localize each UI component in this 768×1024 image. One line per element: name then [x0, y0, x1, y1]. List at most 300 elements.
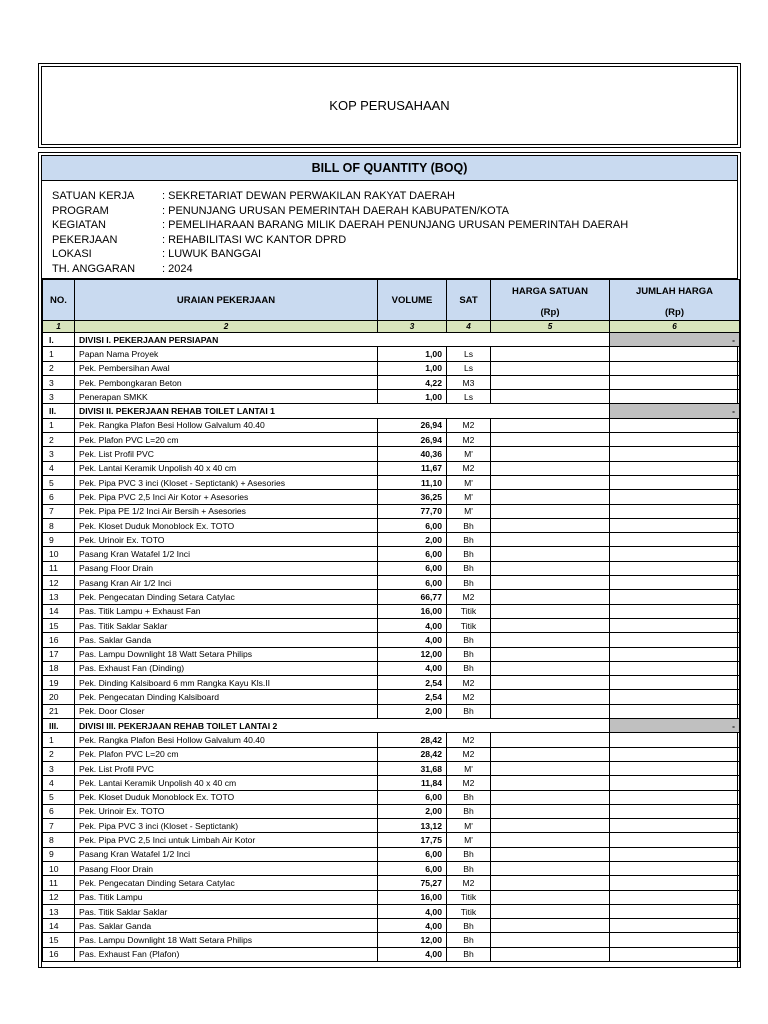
table-row	[43, 618, 740, 632]
boq-sheet	[38, 152, 741, 968]
item-volume: 75,27	[378, 876, 447, 890]
item-number: 16	[43, 633, 75, 647]
item-total-price	[610, 576, 740, 590]
item-unit-price	[491, 761, 610, 775]
item-number: 3	[43, 390, 75, 404]
item-volume: 2,54	[378, 676, 447, 690]
item-total-price	[610, 447, 740, 461]
division-title: DIVISI II. PEKERJAAN REHAB TOILET LANTAI 1	[75, 404, 610, 418]
item-number: 15	[43, 618, 75, 632]
item-volume: 26,94	[378, 433, 447, 447]
info-row-anggaran	[52, 262, 737, 277]
item-total-price	[610, 390, 740, 404]
item-volume: 11,67	[378, 461, 447, 475]
table-row	[43, 561, 740, 575]
item-unit-price	[491, 547, 610, 561]
item-total-price	[610, 590, 740, 604]
header-uraian: URAIAN PEKERJAAN	[75, 280, 378, 321]
item-volume: 6,00	[378, 547, 447, 561]
item-unit: Bh	[447, 861, 491, 875]
table-row	[43, 590, 740, 604]
item-total-price	[610, 890, 740, 904]
item-unit-price	[491, 375, 610, 389]
item-unit: M'	[447, 490, 491, 504]
item-description: Pek. Urinoir Ex. TOTO	[75, 533, 378, 547]
item-number: 10	[43, 547, 75, 561]
item-description: Pek. Lantai Keramik Unpolish 40 x 40 cm	[75, 776, 378, 790]
item-volume: 11,10	[378, 475, 447, 489]
item-unit: Bh	[447, 533, 491, 547]
item-description: Pek. Pipa PE 1/2 Inci Air Bersih + Asesories	[75, 504, 378, 518]
item-unit: Bh	[447, 633, 491, 647]
item-total-price	[610, 433, 740, 447]
item-total-price	[610, 475, 740, 489]
boq-table	[42, 279, 740, 962]
item-description: Pas. Lampu Downlight 18 Watt Setara Philips	[75, 933, 378, 947]
item-volume: 16,00	[378, 604, 447, 618]
item-unit: M'	[447, 833, 491, 847]
table-row	[43, 847, 740, 861]
item-total-price	[610, 704, 740, 718]
item-number: 10	[43, 861, 75, 875]
item-unit-price	[491, 947, 610, 961]
letterhead-box	[38, 63, 741, 148]
info-label: SATUAN KERJA	[52, 190, 135, 202]
item-total-price	[610, 833, 740, 847]
item-unit-price	[491, 633, 610, 647]
item-number: 1	[43, 418, 75, 432]
item-total-price	[610, 861, 740, 875]
table-row	[43, 819, 740, 833]
item-total-price	[610, 690, 740, 704]
item-unit: M2	[447, 747, 491, 761]
item-volume: 4,00	[378, 904, 447, 918]
item-number: 14	[43, 604, 75, 618]
item-volume: 4,00	[378, 661, 447, 675]
item-volume: 66,77	[378, 590, 447, 604]
table-row	[43, 533, 740, 547]
item-description: Pek. List Profil PVC	[75, 761, 378, 775]
table-row	[43, 647, 740, 661]
header-jumlah-harga	[610, 280, 740, 321]
item-number: 9	[43, 847, 75, 861]
table-row	[43, 676, 740, 690]
item-unit-price	[491, 790, 610, 804]
item-description: Pas. Exhaust Fan (Dinding)	[75, 661, 378, 675]
item-unit: Ls	[447, 390, 491, 404]
item-volume: 11,84	[378, 776, 447, 790]
item-unit-price	[491, 876, 610, 890]
header-jumlah-harga-unit: (Rp)	[665, 307, 684, 318]
item-unit-price	[491, 904, 610, 918]
division-title: DIVISI III. PEKERJAAN REHAB TOILET LANTAI 2	[75, 719, 610, 733]
item-unit: M2	[447, 433, 491, 447]
table-row	[43, 461, 740, 475]
item-unit-price	[491, 418, 610, 432]
item-unit: Ls	[447, 361, 491, 375]
item-total-price	[610, 490, 740, 504]
item-volume: 36,25	[378, 490, 447, 504]
item-volume: 17,75	[378, 833, 447, 847]
table-row	[43, 947, 740, 961]
item-number: 13	[43, 590, 75, 604]
item-number: 6	[43, 804, 75, 818]
item-volume: 4,00	[378, 618, 447, 632]
item-number: 16	[43, 947, 75, 961]
item-description: Pek. Kloset Duduk Monoblock Ex. TOTO	[75, 518, 378, 532]
item-description: Papan Nama Proyek	[75, 347, 378, 361]
table-row	[43, 633, 740, 647]
division-title: DIVISI I. PEKERJAAN PERSIAPAN	[75, 333, 610, 347]
item-unit-price	[491, 676, 610, 690]
item-total-price	[610, 604, 740, 618]
table-row	[43, 690, 740, 704]
column-number: 2	[75, 321, 378, 333]
item-unit-price	[491, 890, 610, 904]
item-unit-price	[491, 518, 610, 532]
item-volume: 4,00	[378, 947, 447, 961]
item-description: Pek. Lantai Keramik Unpolish 40 x 40 cm	[75, 461, 378, 475]
item-unit-price	[491, 661, 610, 675]
item-unit-price	[491, 361, 610, 375]
item-unit: Bh	[447, 933, 491, 947]
item-total-price	[610, 933, 740, 947]
item-unit: Titik	[447, 604, 491, 618]
division-total: -	[610, 333, 740, 347]
info-value: : PEMELIHARAAN BARANG MILIK DAERAH PENUNJANG URUSAN PEMERINTAH DAERAH	[162, 219, 629, 232]
info-label: TH. ANGGARAN	[52, 262, 136, 275]
item-description: Pek. List Profil PVC	[75, 447, 378, 461]
item-unit: Bh	[447, 561, 491, 575]
item-unit: Bh	[447, 576, 491, 590]
header-harga-satuan-unit: (Rp)	[540, 307, 560, 318]
item-unit: M'	[447, 761, 491, 775]
table-row	[43, 790, 740, 804]
item-number: 20	[43, 690, 75, 704]
item-unit: M2	[447, 461, 491, 475]
item-description: Pek. Pipa PVC 3 inci (Kloset - Septictank) + Asesories	[75, 475, 378, 489]
division-row	[43, 333, 740, 347]
item-number: 4	[43, 776, 75, 790]
item-description: Pas. Titik Saklar Saklar	[75, 618, 378, 632]
item-volume: 4,00	[378, 633, 447, 647]
table-row	[43, 904, 740, 918]
column-number: 4	[447, 321, 491, 333]
item-unit: M'	[447, 475, 491, 489]
item-number: 11	[43, 876, 75, 890]
column-number: 6	[610, 321, 740, 333]
item-total-price	[610, 919, 740, 933]
item-description: Pek. Pengecatan Dinding Setara Catylac	[75, 590, 378, 604]
item-unit: M2	[447, 418, 491, 432]
info-row-kegiatan	[52, 218, 737, 233]
item-volume: 1,00	[378, 347, 447, 361]
item-unit: M2	[447, 590, 491, 604]
division-total: -	[610, 719, 740, 733]
item-unit-price	[491, 804, 610, 818]
info-label: KEGIATAN	[52, 219, 106, 232]
item-number: 2	[43, 433, 75, 447]
item-unit: Bh	[447, 790, 491, 804]
item-unit: Titik	[447, 618, 491, 632]
division-number: III.	[43, 719, 75, 733]
item-unit: M2	[447, 676, 491, 690]
item-unit: Bh	[447, 847, 491, 861]
table-row	[43, 919, 740, 933]
item-number: 3	[43, 375, 75, 389]
item-unit: M2	[447, 733, 491, 747]
header-harga-satuan-label: HARGA SATUAN	[512, 286, 588, 297]
item-total-price	[610, 761, 740, 775]
table-header-row	[43, 280, 740, 321]
table-row	[43, 804, 740, 818]
item-unit-price	[491, 347, 610, 361]
item-unit-price	[491, 504, 610, 518]
item-volume: 77,70	[378, 504, 447, 518]
item-volume: 28,42	[378, 733, 447, 747]
item-description: Pek. Kloset Duduk Monoblock Ex. TOTO	[75, 790, 378, 804]
item-unit-price	[491, 833, 610, 847]
item-unit-price	[491, 919, 610, 933]
item-description: Pas. Saklar Ganda	[75, 633, 378, 647]
item-total-price	[610, 518, 740, 532]
item-unit: Bh	[447, 919, 491, 933]
item-number: 8	[43, 518, 75, 532]
item-description: Pas. Titik Saklar Saklar	[75, 904, 378, 918]
item-total-price	[610, 676, 740, 690]
item-unit: Bh	[447, 518, 491, 532]
item-description: Pasang Kran Air 1/2 Inci	[75, 576, 378, 590]
table-row	[43, 447, 740, 461]
item-description: Pek. Door Closer	[75, 704, 378, 718]
item-volume: 6,00	[378, 561, 447, 575]
item-total-price	[610, 661, 740, 675]
item-unit: M2	[447, 876, 491, 890]
item-unit: M'	[447, 447, 491, 461]
item-volume: 2,00	[378, 704, 447, 718]
item-description: Pek. Plafon PVC L=20 cm	[75, 433, 378, 447]
item-number: 2	[43, 361, 75, 375]
table-row	[43, 747, 740, 761]
info-label: LOKASI	[52, 248, 92, 261]
item-number: 15	[43, 933, 75, 947]
item-unit: Bh	[447, 947, 491, 961]
table-row	[43, 504, 740, 518]
header-volume: VOLUME	[378, 280, 447, 321]
item-description: Pek. Dinding Kalsiboard 6 mm Rangka Kayu Kls.II	[75, 676, 378, 690]
item-total-price	[610, 747, 740, 761]
item-unit-price	[491, 461, 610, 475]
header-jumlah-harga-label: JUMLAH HARGA	[635, 286, 714, 297]
item-number: 12	[43, 890, 75, 904]
item-unit: Ls	[447, 347, 491, 361]
item-number: 17	[43, 647, 75, 661]
item-unit-price	[491, 433, 610, 447]
item-volume: 6,00	[378, 847, 447, 861]
item-total-price	[610, 647, 740, 661]
item-description: Pek. Rangka Plafon Besi Hollow Galvalum 40.40	[75, 418, 378, 432]
item-unit-price	[491, 561, 610, 575]
table-row	[43, 661, 740, 675]
item-unit-price	[491, 776, 610, 790]
item-unit: M'	[447, 504, 491, 518]
item-total-price	[610, 547, 740, 561]
item-number: 8	[43, 833, 75, 847]
item-volume: 6,00	[378, 518, 447, 532]
table-row	[43, 518, 740, 532]
table-row	[43, 418, 740, 432]
column-number: 3	[378, 321, 447, 333]
item-total-price	[610, 633, 740, 647]
item-number: 9	[43, 533, 75, 547]
info-label: PEKERJAAN	[52, 233, 118, 246]
table-row	[43, 547, 740, 561]
item-description: Pasang Kran Watafel 1/2 Inci	[75, 547, 378, 561]
header-harga-satuan	[491, 280, 610, 321]
item-description: Pek. Pipa PVC 2,5 Inci Air Kotor + Asesories	[75, 490, 378, 504]
item-number: 7	[43, 819, 75, 833]
item-unit: M3	[447, 375, 491, 389]
column-number: 5	[491, 321, 610, 333]
table-row	[43, 833, 740, 847]
item-description: Pas. Titik Lampu	[75, 890, 378, 904]
item-description: Pasang Kran Watafel 1/2 Inci	[75, 847, 378, 861]
item-unit-price	[491, 475, 610, 489]
item-total-price	[610, 361, 740, 375]
item-volume: 2,00	[378, 804, 447, 818]
item-unit-price	[491, 747, 610, 761]
item-unit-price	[491, 604, 610, 618]
boq-title: BILL OF QUANTITY (BOQ)	[42, 156, 737, 181]
info-row-lokasi	[52, 247, 737, 262]
info-label: PROGRAM	[52, 204, 109, 217]
division-row	[43, 719, 740, 733]
item-unit-price	[491, 490, 610, 504]
item-number: 5	[43, 475, 75, 489]
item-description: Pek. Rangka Plafon Besi Hollow Galvalum 40.40	[75, 733, 378, 747]
item-volume: 16,00	[378, 890, 447, 904]
item-volume: 1,00	[378, 361, 447, 375]
item-unit-price	[491, 704, 610, 718]
item-total-price	[610, 347, 740, 361]
item-total-price	[610, 947, 740, 961]
item-total-price	[610, 876, 740, 890]
item-total-price	[610, 533, 740, 547]
item-unit-price	[491, 576, 610, 590]
item-number: 5	[43, 790, 75, 804]
item-volume: 1,00	[378, 390, 447, 404]
item-number: 21	[43, 704, 75, 718]
item-total-price	[610, 819, 740, 833]
table-row	[43, 604, 740, 618]
item-number: 19	[43, 676, 75, 690]
info-value: : LUWUK BANGGAI	[162, 248, 262, 261]
table-row	[43, 733, 740, 747]
item-description: Pas. Titik Lampu + Exhaust Fan	[75, 604, 378, 618]
item-description: Pek. Pipa PVC 3 inci (Kloset - Septictank)	[75, 819, 378, 833]
header-sat: SAT	[447, 280, 491, 321]
table-row	[43, 861, 740, 875]
item-number: 7	[43, 504, 75, 518]
item-description: Pasang Floor Drain	[75, 561, 378, 575]
table-row	[43, 704, 740, 718]
item-volume: 6,00	[378, 576, 447, 590]
table-row	[43, 761, 740, 775]
item-unit-price	[491, 618, 610, 632]
column-number-row	[43, 321, 740, 333]
division-number: I.	[43, 333, 75, 347]
item-description: Pas. Exhaust Fan (Plafon)	[75, 947, 378, 961]
item-number: 13	[43, 904, 75, 918]
item-unit-price	[491, 847, 610, 861]
item-unit: Bh	[447, 547, 491, 561]
division-number: II.	[43, 404, 75, 418]
division-total: -	[610, 404, 740, 418]
item-unit: M'	[447, 819, 491, 833]
info-value: : PENUNJANG URUSAN PEMERINTAH DAERAH KABUPATEN/KOTA	[162, 204, 509, 217]
item-unit: M2	[447, 690, 491, 704]
info-value: : SEKRETARIAT DEWAN PERWAKILAN RAKYAT DAERAH	[162, 190, 455, 202]
table-row	[43, 475, 740, 489]
letterhead-title: KOP PERUSAHAAN	[41, 66, 738, 145]
table-row	[43, 433, 740, 447]
item-unit-price	[491, 733, 610, 747]
item-unit-price	[491, 533, 610, 547]
item-total-price	[610, 618, 740, 632]
table-body	[43, 321, 740, 962]
item-volume: 31,68	[378, 761, 447, 775]
item-number: 3	[43, 761, 75, 775]
item-total-price	[610, 790, 740, 804]
item-number: 4	[43, 461, 75, 475]
item-description: Pas. Lampu Downlight 18 Watt Setara Philips	[75, 647, 378, 661]
item-unit: Bh	[447, 647, 491, 661]
item-unit-price	[491, 390, 610, 404]
item-unit: Bh	[447, 804, 491, 818]
item-volume: 2,00	[378, 533, 447, 547]
item-total-price	[610, 461, 740, 475]
item-volume: 28,42	[378, 747, 447, 761]
item-total-price	[610, 375, 740, 389]
table-row	[43, 776, 740, 790]
info-row-satuan-kerja	[52, 189, 737, 204]
item-description: Pek. Pengecatan Dinding Setara Catylac	[75, 876, 378, 890]
item-volume: 4,00	[378, 919, 447, 933]
item-unit-price	[491, 690, 610, 704]
item-total-price	[610, 776, 740, 790]
item-number: 12	[43, 576, 75, 590]
item-volume: 4,22	[378, 375, 447, 389]
item-volume: 12,00	[378, 647, 447, 661]
item-unit: Bh	[447, 704, 491, 718]
item-unit: Bh	[447, 661, 491, 675]
item-description: Pasang Floor Drain	[75, 861, 378, 875]
table-row	[43, 890, 740, 904]
item-description: Pek. Urinoir Ex. TOTO	[75, 804, 378, 818]
boq-sheet-inner	[41, 155, 738, 967]
item-unit: Titik	[447, 904, 491, 918]
item-volume: 40,36	[378, 447, 447, 461]
item-number: 18	[43, 661, 75, 675]
table-row	[43, 375, 740, 389]
table-row	[43, 876, 740, 890]
item-volume: 12,00	[378, 933, 447, 947]
item-unit-price	[491, 447, 610, 461]
table-row	[43, 390, 740, 404]
item-unit: M2	[447, 776, 491, 790]
item-description: Pas. Saklar Ganda	[75, 919, 378, 933]
item-unit-price	[491, 861, 610, 875]
